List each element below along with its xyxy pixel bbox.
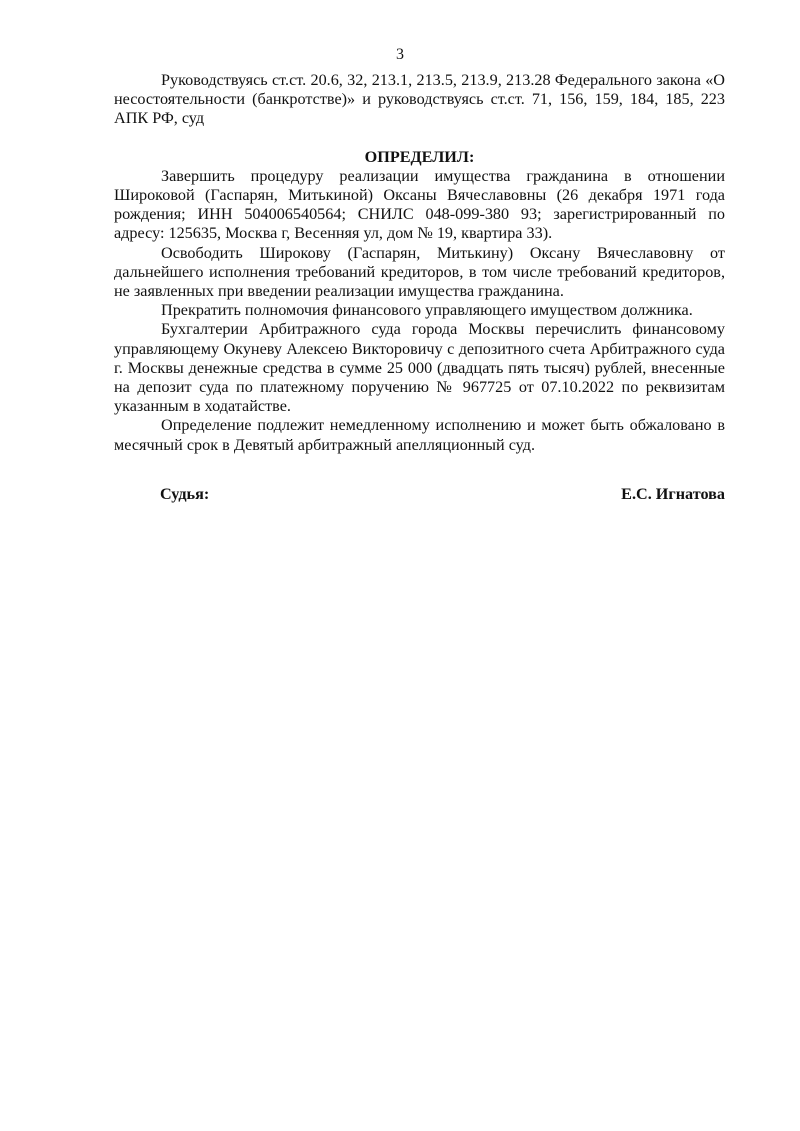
ruling-paragraph-terminate-powers: Прекратить полномочия финансового управляющего имуществом должника. (161, 301, 693, 320)
judge-name: Е.С. Игнатова (621, 485, 725, 503)
ruling-paragraph-complete-procedure: Завершить процедуру реализации имущества гражданина в отношении Широковой (Гаспарян, Митькиной) Оксаны Вячеславовны (26 декабря 1971 года рождения; ИНН 504006540564; СНИЛС 048-099-380 93; зарегистрированный по адресу: 125635, Москва г, Весенняя ул, дом № 19, квартира 33). (114, 166, 725, 243)
ruling-paragraph-appeal: Определение подлежит немедленному исполнению и может быть обжаловано в месячный срок в Девятый арбитражный апелляционный суд. (114, 416, 725, 454)
ruling-paragraph-release-debtor: Освободить Широкову (Гаспарян, Митькину) Оксану Вячеславовну от дальнейшего исполнения требований кредиторов, в том числе требований кредиторов, не заявленных при введении реализации имущества гражданина. (114, 243, 725, 301)
ruling-heading: ОПРЕДЕЛИЛ: (364, 147, 475, 166)
document-body (114, 71, 725, 455)
page-number: 3 (396, 46, 404, 63)
preamble-paragraph: Руководствуясь ст.ст. 20.6, 32, 213.1, 213.5, 213.9, 213.28 Федерального закона «О несостоятельности (банкротстве)» и руководствуясь ст.ст. 71, 156, 159, 184, 185, 223 АПК РФ, суд (114, 71, 725, 128)
ruling-paragraph-transfer-funds: Бухгалтерии Арбитражного суда города Москвы перечислить финансовому управляющему Окуневу Алексею Викторовичу с депозитного счета Арбитражного суда г. Москвы денежные средства в сумме 25 000 (двадцать пять тысяч) рублей, внесенные на депозит суда по платежному поручению № 967725 от 07.10.2022 по реквизитам указанным в ходатайстве. (114, 320, 725, 416)
judge-role-label: Судья: (160, 485, 210, 503)
